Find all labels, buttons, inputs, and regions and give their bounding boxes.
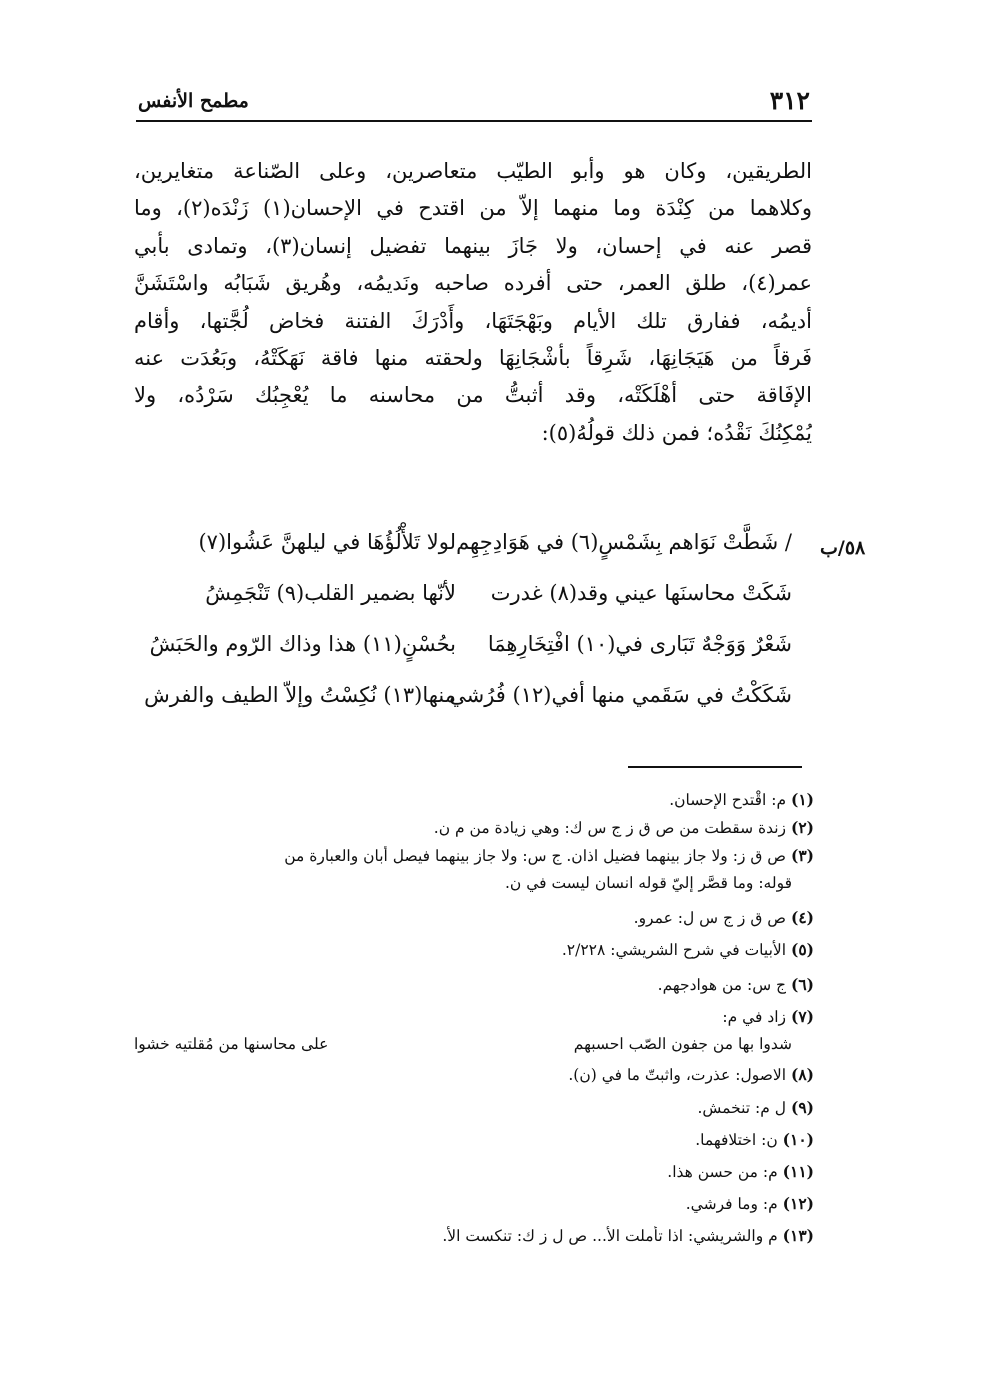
footnote-number: (٩) [790,1098,814,1117]
verse-line [136,581,792,631]
footnote-number: (١١) [782,1162,814,1181]
footnote [130,1162,814,1181]
verse-hemistich-first: / شَطَّتْ نَوَاهم بِشَمْسٍ(٦) في هَوَادِجِهِم [456,530,792,554]
footnote-text: الأبيات في شرح الشريشي: ٢/٢٢٨. [561,941,787,959]
manuscript-folio-marker: ٥٨/ب [820,537,866,559]
footnote-text: م: من حسن هذا. [667,1163,778,1181]
footnote-number: (٨) [790,1065,814,1084]
verse-hemistich-second: منها(١٣) نُكِسْتُ وإلاّ الطيف والفرش [144,683,456,707]
body-line: يُمْكِنُكَ نَقْدُه؛ فمن ذلك قولُهُ(٥): [541,420,812,445]
footnote [130,846,814,865]
body-line: قصر عنه في إحسان، ولا جَازَ بينهما تفضيل إنسان(٣)، وتمادى بأبي [134,233,812,258]
footnote [130,1226,814,1245]
body-line: أديمُه، ففارق تلك الأيام وبَهْجَتَهَا، وأَدْرَكَ الفتنة فخاض لُجَّتها، وأقام [134,308,812,333]
footnote-text: زندة سقطت من ص ق ز ج س ك: وهي زيادة من م ن. [433,819,787,837]
body-line: وكلاهما من كِنْدَة وما منهما إلاّ من اقتدح في الإحسان(١) زَنْدَه(٢)، وما [134,196,812,221]
footnote [130,940,814,959]
footnote-text: الاصول: عذرت، واثبتّ ما في (ن). [568,1066,787,1084]
footnote-number: (٢) [790,818,814,837]
body-line: الطريقين، وكان هو وأبو الطيّب متعاصرين، وعلى الصّناعة متغايرين، [134,159,812,183]
running-title: مطمح الأنفس [138,90,249,112]
footnote-continuation [130,874,792,892]
footnote-number: (١) [790,790,814,809]
footnote-number: (٣) [790,846,814,865]
body-line: الإفَاقة حتى أهْلَكَتْه، وقد أثبتُّ من محاسنه ما يُعْجِبُك سَرْدُه، ولا [134,383,812,408]
footnote [130,1130,814,1149]
footnote-text: ن: اختلافهما. [695,1131,778,1149]
verse-hemistich-first: شَكَكْتُ في سَقَمي منها أفي(١٢) فُرُشي [449,683,792,707]
footnote-text: ص ق ز ج س ل: عمرو. [633,909,787,927]
page-header [138,86,810,120]
footnote [130,908,814,927]
verse-hemistich-second: بحُسْنٍ(١١) هذا وذاك الرّوم والحَبَشُ [149,632,456,656]
footnote-verse-second: على محاسنها من مُقلتيه خشوا [134,1035,329,1053]
header-rule [136,120,812,122]
verse-line [136,632,792,682]
footnote-number: (٥) [790,940,814,959]
verse-line [136,530,792,580]
footnote-text: م والشريشي: اذا تأملت الأ... ص ل ز ك: تنكست الأ. [442,1227,778,1245]
footnote [130,790,814,809]
footnote-text: م: وما فرشي. [685,1195,778,1213]
footnote-text: قوله: وما قصَّر إليّ قوله انسان ليست في ن. [504,874,792,892]
footnote [130,975,814,994]
footnote-text: ج س: من هوادجهم. [657,976,787,994]
page-number: ٣١٢ [769,86,810,115]
footnote-text: ص ق ز: ولا جاز بينهما فضيل اذان. ج س: ولا جاز بينهما فيصل أبان والعبارة من [284,847,787,865]
footnote [130,1065,814,1084]
footnote-text: زاد في م: [722,1008,787,1026]
footnote-rule [628,766,802,768]
footnote-number: (٤) [790,908,814,927]
footnote [130,1007,814,1026]
footnote [130,1098,814,1117]
verse-hemistich-first: شَكَتْ محاسنَها عيني وقد(٨) غدرت [490,581,792,605]
footnote-number: (١٢) [782,1194,814,1213]
body-line: فَرقاً من هَيَجَانِهَا، شَرِقاً بأشْجَانِهَا ولحقته منها فاقة نَهَكَتْهُ، وبَعُدَت عنه [134,345,812,370]
footnote-number: (٧) [790,1007,814,1026]
footnote-number: (٦) [790,975,814,994]
body-line: عمر(٤)، طلق العمر، حتى أفرده صاحبه ونَديمُه، وهُريق شَبَابُه واسْتَشَنَّ [134,271,812,296]
body-paragraph [134,153,812,452]
verse-hemistich-first: شَعْرٌ وَوَجْهٌ تَبَارى في(١٠) افْتِخَارِهِمَا [487,632,792,656]
footnote [130,818,814,837]
footnote-text: ل م: تنخمش. [697,1099,787,1117]
footnote-verse [130,1035,792,1059]
footnote-number: (١٠) [782,1130,814,1149]
verse-line [136,683,792,733]
footnote-number: (١٣) [782,1226,814,1245]
footnote-text: م: اقْتدح الإحسان. [669,791,787,809]
verse-hemistich-second: لأنّها بضمير القلب(٩) تَنْجَمِشُ [205,581,456,605]
verse-hemistich-second: لولا تَلأْلُؤُهَا في ليلهنَّ عَشُوا(٧) [198,530,456,554]
footnote [130,1194,814,1213]
footnote-verse-first: شدوا بها من جفون الصّب احسبهم [573,1035,792,1053]
